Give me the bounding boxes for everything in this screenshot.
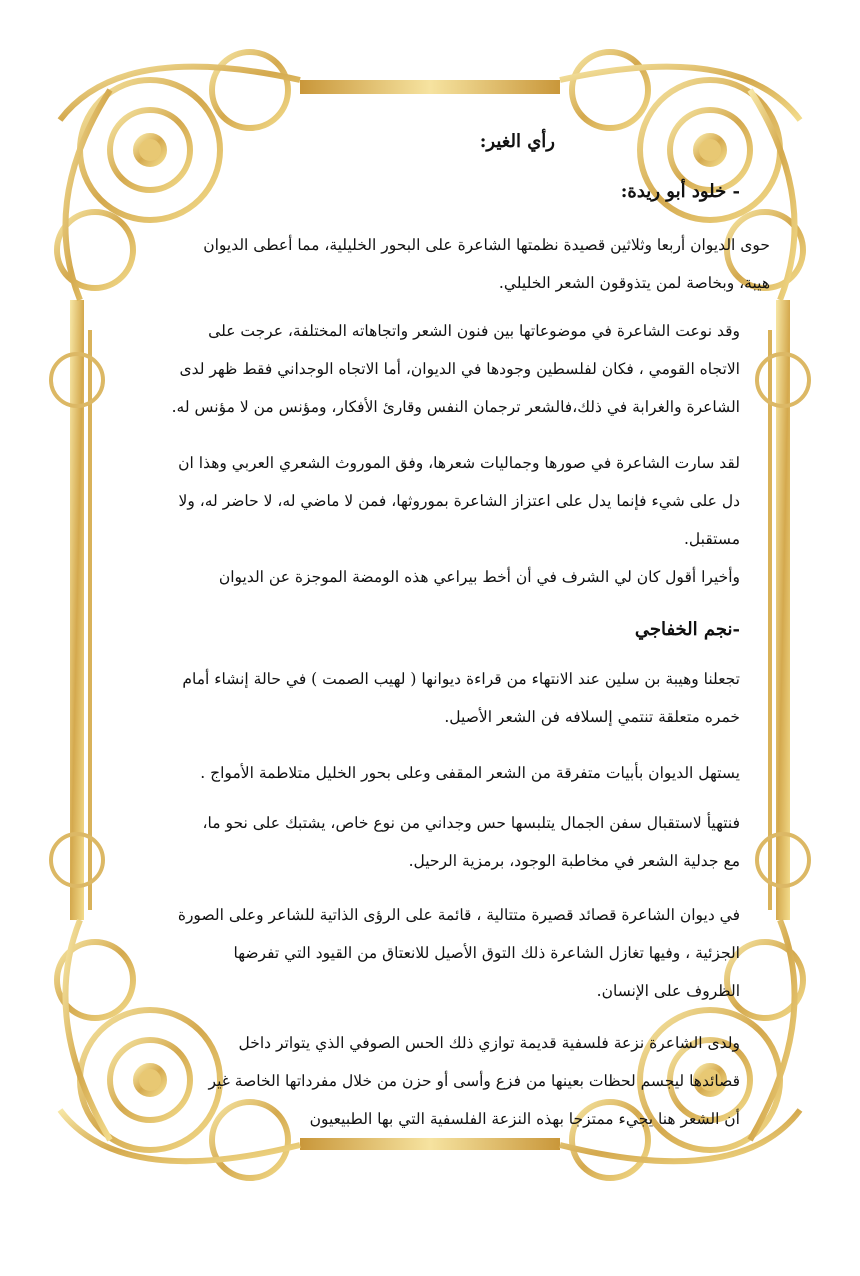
text-line: مع جدلية الشعر في مخاطبة الوجود، برمزية الرحيل.: [408, 852, 740, 870]
section-author-1: - خلود أبو ريدة:: [620, 181, 740, 202]
text-line: مستقبل.: [684, 530, 740, 548]
paragraph: [120, 444, 740, 558]
text-line: وقد نوعت الشاعرة في موضوعاتها بين فنون الشعر واتجاهاته المختلفة، عرجت على: [208, 322, 740, 340]
paragraph: [120, 226, 770, 302]
text-line: وأخيرا أقول كان لي الشرف في أن أخط بيراعي هذه الومضة الموجزة عن الديوان: [218, 568, 740, 586]
text-line: دل على شيء فإنما يدل على اعتزاز الشاعرة بموروثها، فمن لا ماضي له، لا حاضر له، ولا: [178, 492, 740, 510]
paragraph: [120, 312, 740, 426]
text-line: الشاعرة والغرابة في ذلك،فالشعر ترجمان النفس وقارئ الأفكار، ومؤنس من لا مؤنس له.: [171, 398, 740, 416]
text-line: ولدى الشاعرة نزعة فلسفية قديمة توازي ذلك الحس الصوفي الذي يتواتر داخل: [238, 1034, 740, 1052]
text-line: أن الشعر هنا يجيء ممتزجا بهذه النزعة الفلسفية التي بها الطبيعيون: [309, 1110, 740, 1128]
text-line: الجزئية ، وفيها تغازل الشاعرة ذلك التوق الأصيل للانعتاق من القيود التي تفرضها: [233, 944, 740, 962]
text-line: الاتجاه القومي ، فكان لفلسطين وجودها في الديوان، أما الاتجاه الوجداني فقط ظهر لدى: [179, 360, 740, 378]
text-line: قصائدها ليجسم لحظات بعينها من فزع وأسى أو حزن من خلال مفرداتها الخاصة غير: [208, 1072, 740, 1090]
paragraph: [120, 558, 740, 596]
text-line: حوى الديوان أربعا وثلاثين قصيدة نظمتها الشاعرة على البحور الخليلية، مما أعطى الديوان: [203, 236, 770, 254]
paragraph: [120, 754, 740, 792]
text-line: هيبة، وبخاصة لمن يتذوقون الشعر الخليلي.: [498, 274, 770, 292]
text-line: تجعلنا وهيبة بن سلين عند الانتهاء من قراءة ديوانها ( لهيب الصمت ) في حالة إنشاء أمام: [182, 670, 740, 688]
paragraph: [120, 804, 740, 880]
text-line: لقد سارت الشاعرة في صورها وجماليات شعرها، وفق الموروث الشعري العربي وهذا ان: [178, 454, 740, 472]
document-title: رأي الغير:: [479, 131, 555, 152]
text-line: في ديوان الشاعرة قصائد قصيرة متتالية ، قائمة على الرؤى الذاتية للشاعر وعلى الصورة: [177, 906, 740, 924]
text-line: يستهل الديوان بأبيات متفرقة من الشعر المقفى وعلى بحور الخليل متلاطمة الأمواج .: [200, 764, 740, 782]
paragraph: [120, 896, 740, 1010]
section-author-2: -نجم الخفاجي: [634, 619, 740, 640]
paragraph: [120, 1024, 740, 1138]
text-line: خمره متعلقة تنتمي إلسلافه فن الشعر الأصيل.: [444, 708, 740, 726]
text-line: الظروف على الإنسان.: [596, 982, 740, 1000]
text-line: فنتهيأ لاستقبال سفن الجمال يتلبسها حس وجداني من نوع خاص، يشتبك على نحو ما،: [202, 814, 740, 832]
paragraph: [120, 660, 740, 736]
